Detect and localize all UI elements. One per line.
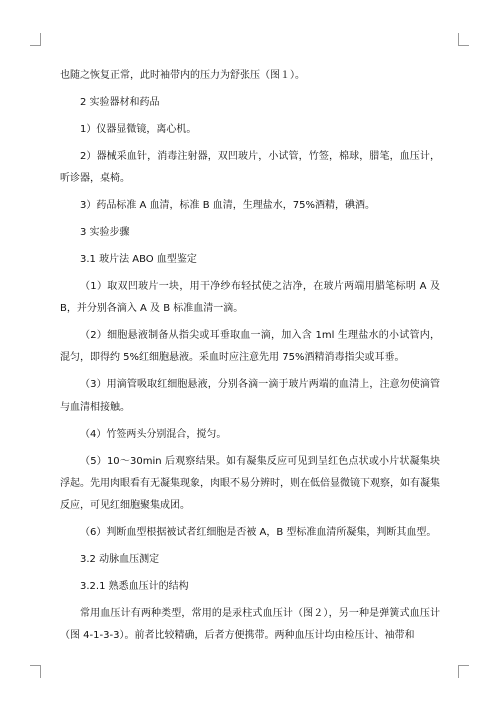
subsection-heading: 3.1 玻片法 ABO 血型鉴定 [80,253,197,265]
paragraph: 1）仪器显微镜，离心机。 [80,123,197,135]
paragraph: （1）取双凹玻片一块，用干净纱布轻拭使之洁净，在玻片两端用腊笔标明 A 及 B，并分别各滴入 A 及 B 标准血清一滴。 [60,280,440,315]
paragraph: 常用血压计有两种类型，常用的是汞柱式血压计（图２），另一种是弹簧式血压计（图 4-1-3-3）。前者比较精确，后者方便携带。两种血压计均由检压计、袖带和 [60,608,440,642]
paragraph: （4）竹签两头分别混合，搅匀。 [80,428,227,440]
subsection-heading: 3.2.1 熟悉血压计的结构 [80,581,189,593]
crop-mark-bottom-left [30,665,41,678]
paragraph: （5）10～30min 后观察结果。如有凝集反应可见到呈红色点状或小片状凝集块浮起。先用肉眼看有无凝集现象，肉眼不易分辨时，则在低倍显微镜下观察，如有凝集反应，可见红细胞聚集成团。 [60,455,440,512]
section-heading: 3 实验步骤 [80,226,130,238]
paragraph: （3）用滴管吸取红细胞悬液，分别各滴一滴于玻片两端的血清上，注意勿使滴管与血清相接触。 [60,379,440,413]
paragraph: 2）器械采血针，消毒注射器，双凹玻片，小试管，竹签，棉球，腊笔，血压计，听诊器，桌椅。 [60,150,440,185]
paragraph: （6）判断血型根据被试者红细胞是否被 A，B 型标准血清所凝集，判断其血型。 [80,527,437,539]
paragraph: 3）药品标准 A 血清，标准 B 血清，生理盐水，75%酒精，碘酒。 [80,200,376,212]
document-body [60,65,440,652]
section-heading: 2 实验器材和药品 [80,96,160,108]
crop-mark-top-left [30,33,41,46]
subsection-heading: 3.2 动脉血压测定 [80,554,160,566]
crop-mark-top-right [458,33,469,46]
crop-mark-bottom-right [458,665,469,678]
paragraph: 也随之恢复正常，此时袖带内的压力为舒张压（图１）。 [60,70,305,81]
paragraph: （2）细胞悬液制备从指尖或耳垂取血一滴，加入含 1ml 生理盐水的小试管内，混匀，即得约 5%红细胞悬液。采血时应注意先用 75%酒精消毒指尖或耳垂。 [60,330,440,364]
